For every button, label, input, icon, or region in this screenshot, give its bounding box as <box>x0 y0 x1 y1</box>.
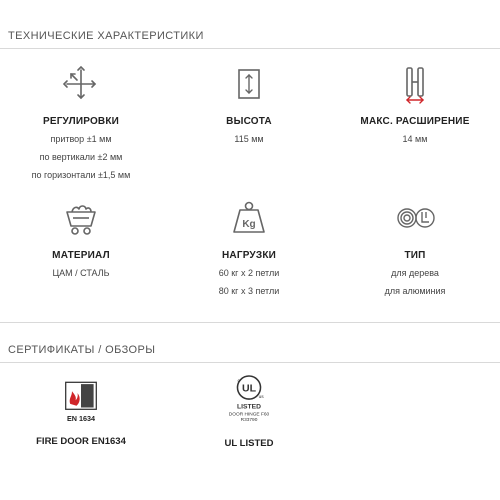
section-title-tech: ТЕХНИЧЕСКИЕ ХАРАКТЕРИСТИКИ <box>8 30 204 42</box>
adjust-arrows-icon <box>61 64 101 104</box>
feature-max-expansion <box>330 64 500 145</box>
feature-value: 14 мм <box>402 134 428 144</box>
feature-value: 80 кг x 3 петли <box>218 286 280 296</box>
ul-badge-line: DOOR HINGE F60 <box>228 412 270 418</box>
cert-ul-listed[interactable] <box>164 374 334 449</box>
feature-loads <box>164 198 334 297</box>
feature-material <box>0 198 166 279</box>
feature-type <box>330 198 500 297</box>
feature-height <box>164 64 334 145</box>
feature-value: ЦАМ / СТАЛЬ <box>52 268 110 278</box>
height-icon <box>229 64 269 104</box>
ul-listed-icon <box>225 374 273 428</box>
divider <box>0 362 500 363</box>
cert-title: UL LISTED <box>224 438 274 449</box>
feature-value: притвор ±1 мм <box>50 134 112 144</box>
section-title-certs: СЕРТИФИКАТЫ / ОБЗОРЫ <box>8 344 156 356</box>
ul-badge-line: LISTED <box>237 403 261 411</box>
weight-kg-icon <box>229 198 269 238</box>
feature-title: РЕГУЛИРОВКИ <box>42 116 120 127</box>
feature-value: 115 мм <box>234 134 264 144</box>
svg-text:Kg: Kg <box>242 219 256 230</box>
feature-adjustments <box>0 64 166 181</box>
svg-text:UL: UL <box>241 382 257 395</box>
feature-value: для дерева <box>391 268 439 278</box>
feature-value: для алюминия <box>384 286 446 296</box>
fire-door-badge-text: EN 1634 <box>67 414 95 423</box>
cert-title: FIRE DOOR EN1634 <box>36 436 126 447</box>
fire-door-icon <box>63 380 99 426</box>
feature-title: МАКС. РАСШИРЕНИЕ <box>360 116 470 127</box>
svg-text:us: us <box>258 395 264 401</box>
feature-title: ТИП <box>404 250 426 261</box>
cert-fire-door[interactable] <box>0 380 166 447</box>
feature-title: МАТЕРИАЛ <box>52 250 110 261</box>
feature-value: по вертикали ±2 мм <box>39 152 123 162</box>
expansion-icon <box>395 64 435 104</box>
svg-text:c: c <box>237 378 240 384</box>
ul-badge-line: R33790 <box>240 418 258 424</box>
feature-title: ВЫСОТА <box>226 116 272 127</box>
cart-icon <box>61 198 101 238</box>
type-icon <box>391 198 439 238</box>
feature-value: по горизонтали ±1,5 мм <box>31 170 131 180</box>
feature-value: 60 кг x 2 петли <box>218 268 280 278</box>
divider <box>0 322 500 323</box>
feature-title: НАГРУЗКИ <box>221 250 277 261</box>
divider <box>0 48 500 49</box>
